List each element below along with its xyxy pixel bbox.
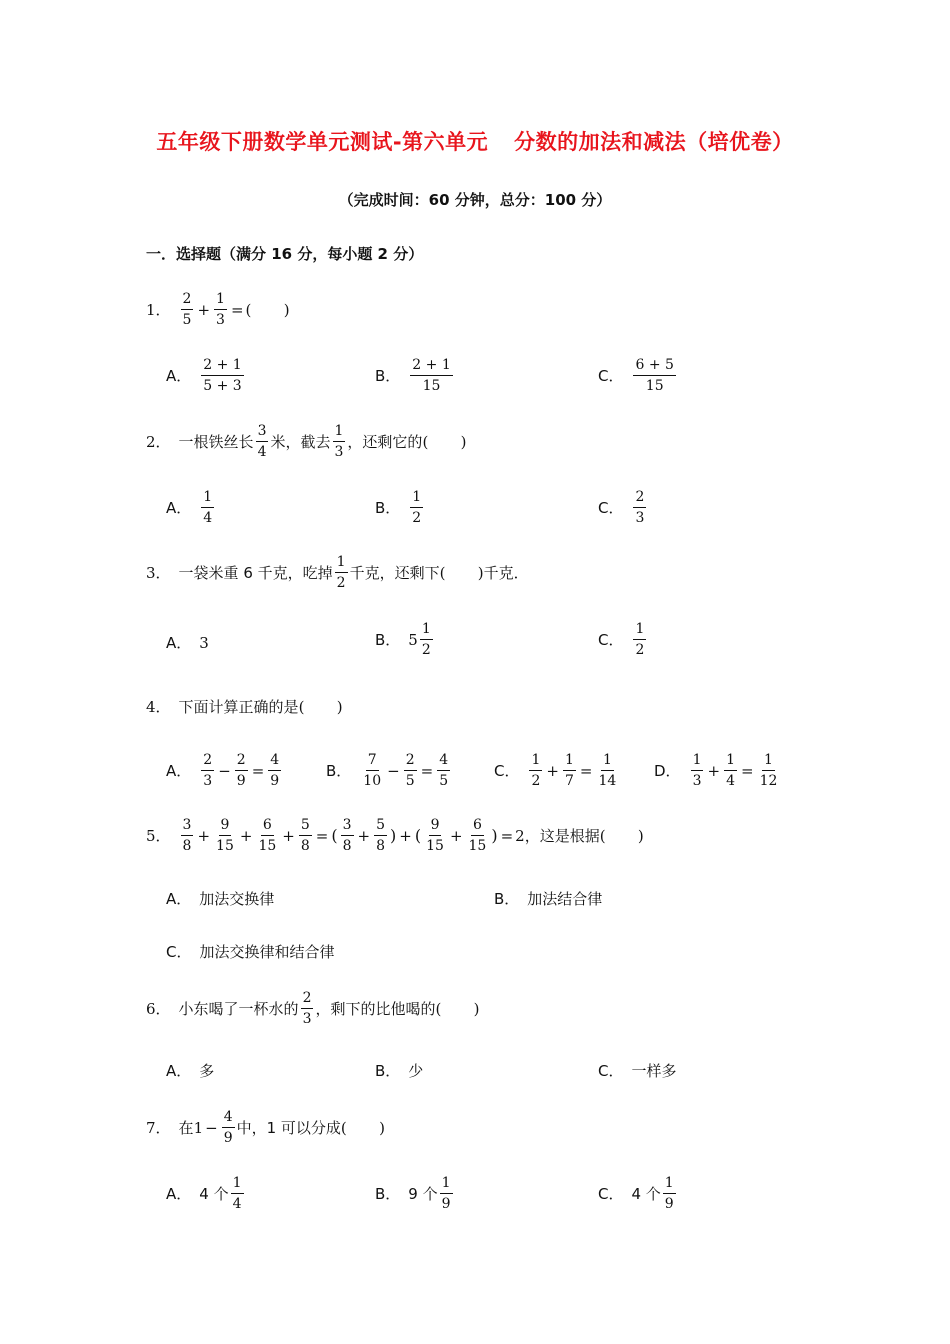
fraction: $\frac{1}{3}$ — [216, 291, 225, 328]
q3-option-a[interactable]: A． 3 — [166, 633, 209, 652]
question-6: 6． 小东喝了一杯水的 $\frac{2}{3}$ ，剩下的比他喝的 ( ) — [146, 991, 480, 1026]
answer-blank[interactable] — [436, 1000, 480, 1018]
q7-option-c[interactable]: C． 4 个 $\frac{1}{9}$ — [598, 1175, 674, 1212]
answer-blank[interactable] — [246, 301, 290, 319]
page-title — [0, 126, 950, 156]
q4-option-c[interactable]: C． $\frac{1}{2}$ + $\frac{1}{7}$ = $\frac{1}{14}$ — [494, 752, 617, 789]
q7-option-b[interactable]: B． 9 个 $\frac{1}{9}$ — [375, 1175, 451, 1212]
q6-option-b[interactable]: B． 少 — [375, 1062, 424, 1080]
q2-option-a[interactable]: A． $\frac{1}{4}$ — [166, 489, 213, 526]
question-1: 1． $\frac{2}{5}$ + $\frac{1}{3}$ = ( ) — [146, 292, 290, 327]
question-5: 5． $\frac{3}{8}$ + $\frac{9}{15}$ + $\frac{6}{15}$ + $\frac{5}{8}$ = ( $\frac{3}{8}$ + $\frac{5}{8}$ ) + ( $\frac{9}{15}$ + $\frac{6}{15}$ ) = 2 ，这是根据 ( ) — [146, 818, 644, 853]
question-4: 4． 下面计算正确的是 ( ) — [146, 696, 343, 717]
q1-option-c[interactable]: C． $\frac{6 + 5}{15}$ — [598, 357, 674, 394]
fraction: $\frac{2}{5}$ — [182, 291, 192, 328]
answer-blank[interactable] — [440, 564, 484, 582]
page-subtitle: （完成时间：60 分钟，总分：100 分） — [338, 191, 612, 209]
q4-option-a[interactable]: A． $\frac{2}{3}$ − $\frac{2}{9}$ = $\frac{4}{9}$ — [166, 752, 280, 789]
q2-option-c[interactable]: C． $\frac{2}{3}$ — [598, 489, 645, 526]
answer-blank[interactable] — [299, 698, 343, 716]
q6-option-c[interactable]: C． 一样多 — [598, 1062, 677, 1080]
q4-option-d[interactable]: D． $\frac{1}{3}$ + $\frac{1}{4}$ = $\frac{1}{12}$ — [654, 752, 778, 789]
q6-option-a[interactable]: A． 多 — [166, 1062, 215, 1080]
q5-option-c[interactable]: C． 加法交换律和结合律 — [166, 943, 335, 961]
title-part-b: 分数的加法和减法（培优卷） — [514, 130, 794, 154]
q7-option-a[interactable]: A． 4 个 $\frac{1}{4}$ — [166, 1175, 242, 1212]
q1-option-a[interactable]: A． $\frac{2 + 1}{5 + 3}$ — [166, 357, 242, 394]
section-heading: 一．选择题（满分 16 分，每小题 2 分） — [146, 245, 424, 263]
answer-blank[interactable] — [422, 433, 466, 451]
q5-option-b[interactable]: B． 加法结合律 — [494, 890, 603, 908]
answer-blank[interactable] — [600, 827, 644, 845]
question-3: 3． 一袋米重 6 千克，吃掉 $\frac{1}{2}$ 千克，还剩下 ( ) 千克． — [146, 555, 529, 590]
q5-option-a[interactable]: A． 加法交换律 — [166, 890, 275, 908]
title-part-a: 五年级下册数学单元测试-第六单元 — [156, 130, 489, 154]
question-2: 2． 一根铁丝长 $\frac{3}{4}$ 米，截去 $\frac{1}{3}$ ，还剩它的 ( ) — [146, 424, 466, 459]
answer-blank[interactable] — [341, 1119, 385, 1137]
q3-option-c[interactable]: C． $\frac{1}{2}$ — [598, 621, 645, 658]
q1-option-b[interactable]: B． $\frac{2 + 1}{15}$ — [375, 357, 451, 394]
q4-option-b[interactable]: B． $\frac{7}{10}$ − $\frac{2}{5}$ = $\frac{4}{5}$ — [326, 752, 449, 789]
q3-option-b[interactable]: B． 5 $\frac{1}{2}$ — [375, 621, 431, 658]
question-7: 7． 在 1 − $\frac{4}{9}$ 中，1 可以分成 ( ) — [146, 1110, 385, 1145]
q2-option-b[interactable]: B． $\frac{1}{2}$ — [375, 489, 422, 526]
